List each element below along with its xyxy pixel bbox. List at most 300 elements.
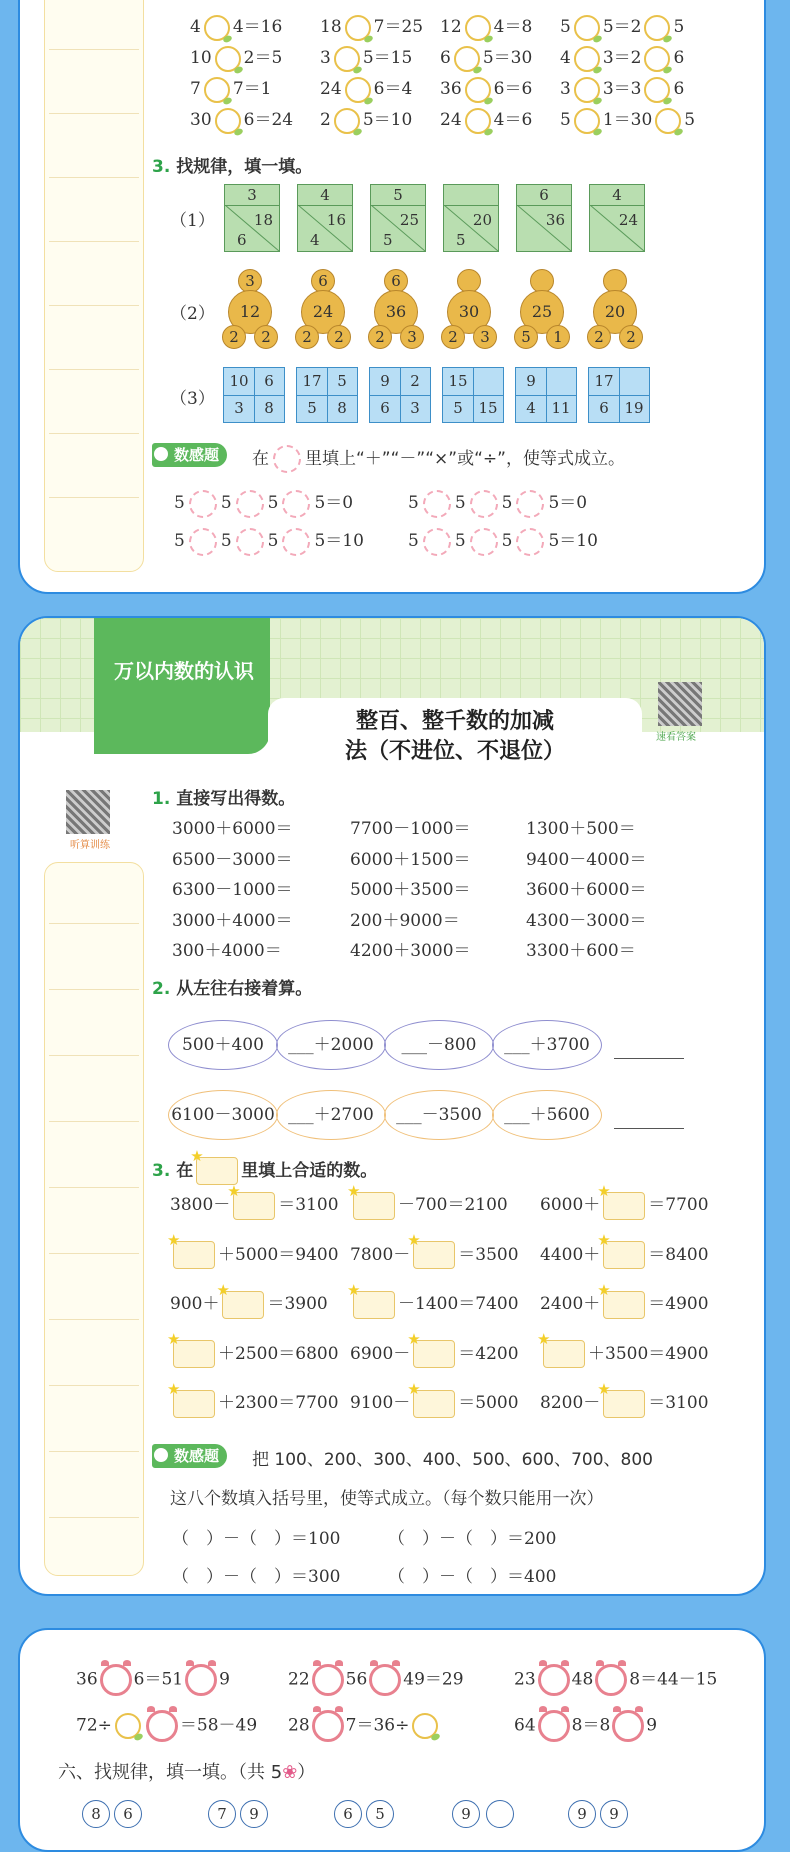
pattern-grid <box>588 367 650 423</box>
q1-expression: 4300－3000＝ <box>526 910 647 931</box>
equation <box>190 74 271 103</box>
equation-part: 9100－ <box>350 1393 411 1413</box>
square-right: 18 <box>253 211 273 229</box>
ball-mid: 24 <box>301 290 345 334</box>
alarm-clock-blank-icon[interactable] <box>312 1664 344 1696</box>
equation-part: ＝58－49 <box>179 1715 258 1736</box>
notes-margin <box>44 0 144 572</box>
grid-cell: 15 <box>478 399 498 417</box>
equation-part: ＝3900 <box>267 1294 328 1314</box>
equation <box>320 74 412 103</box>
fill-in-box[interactable] <box>173 1390 215 1418</box>
lily-pad-blank-icon[interactable] <box>574 46 600 72</box>
ball-mid: 36 <box>374 290 418 334</box>
q1-expression: 3000＋4000＝ <box>172 910 293 931</box>
q3-equation <box>350 1190 508 1220</box>
equation-part: 5 <box>220 493 232 513</box>
pattern-square <box>224 184 280 252</box>
shugan-equation <box>408 488 587 518</box>
shugan-equation <box>408 526 598 556</box>
equation-part: 23 <box>514 1669 536 1690</box>
paren-equation: （ ）－（ ）＝200 <box>388 1529 557 1549</box>
equation-part: 6＝4 <box>373 79 413 99</box>
ball-right: 2 <box>619 325 643 349</box>
grid-cell: 2 <box>410 372 420 390</box>
equation <box>560 105 695 134</box>
pattern-grid <box>223 367 285 423</box>
alarm-clock-blank-icon[interactable] <box>185 1664 217 1696</box>
q1-expression: 6500－3000＝ <box>172 849 293 870</box>
equation-part: ＝8400 <box>648 1244 709 1265</box>
fill-in-box[interactable] <box>603 1291 645 1319</box>
q3-equation <box>350 1388 519 1418</box>
fill-in-box[interactable] <box>173 1241 215 1269</box>
flower-icon: ❀ <box>282 1762 298 1783</box>
paren-equation: （ ）－（ ）＝400 <box>388 1567 557 1587</box>
ball-left: 2 <box>295 325 319 349</box>
card3-equation <box>76 1664 230 1696</box>
q3-equation <box>350 1289 519 1319</box>
equation-part: 49＝29 <box>403 1669 464 1690</box>
chain-step: 500＋400 <box>168 1020 278 1070</box>
ball-top: 6 <box>384 269 408 293</box>
chain-step: ___－800 <box>384 1020 494 1070</box>
grid-cell: 4 <box>526 399 536 417</box>
chain-step: ___＋2000 <box>276 1020 386 1070</box>
equation-part: ＋3500＝4900 <box>588 1343 709 1364</box>
card-3 <box>18 1628 766 1852</box>
lily-pad-blank-icon[interactable] <box>204 15 230 41</box>
pattern-square <box>443 184 499 252</box>
shugan-line1: 把 100、200、300、400、500、600、700、800 <box>252 1450 653 1470</box>
alarm-clock-blank-icon[interactable] <box>369 1664 401 1696</box>
q3-equation <box>350 1240 519 1270</box>
ball-left: 2 <box>368 325 392 349</box>
equation <box>320 43 412 72</box>
part-label-3: （3） <box>170 389 215 409</box>
square-top <box>444 185 498 206</box>
fill-in-box[interactable] <box>353 1192 395 1220</box>
alarm-clock-blank-icon[interactable] <box>612 1710 644 1742</box>
card-2 <box>18 616 766 1596</box>
fill-in-box[interactable] <box>222 1291 264 1319</box>
equation-part: 72÷ <box>76 1715 112 1736</box>
operator-blank-flower-icon[interactable] <box>282 528 310 556</box>
section-6-title: 六、找规律，填一填。（共 5❀） <box>58 1762 316 1783</box>
equation-part: 5＝0 <box>548 493 588 513</box>
square-left: 5 <box>383 231 393 249</box>
equation-part: 8＝44－15 <box>629 1669 718 1690</box>
equation-part: 7800－ <box>350 1244 411 1265</box>
lily-pad-blank-icon[interactable] <box>644 15 670 41</box>
alarm-clock-blank-icon[interactable] <box>312 1710 344 1742</box>
chain-step: ___＋3700 <box>492 1020 602 1070</box>
blank-flower-icon <box>273 445 301 473</box>
q1-expression: 6300－1000＝ <box>172 880 293 900</box>
equation <box>440 105 532 134</box>
chain-step: ___＋5600 <box>492 1090 602 1140</box>
chain-step: 6100－3000 <box>168 1090 278 1140</box>
equation-part: 5 <box>454 531 466 551</box>
operator-blank-flower-icon[interactable] <box>470 490 498 518</box>
chain-answer-line[interactable] <box>614 1058 684 1059</box>
square-left: 6 <box>237 231 247 249</box>
equation-part: 5 <box>673 17 685 37</box>
square-right: 24 <box>618 211 638 229</box>
fill-in-box[interactable] <box>353 1291 395 1319</box>
fill-in-box[interactable] <box>603 1241 645 1269</box>
equation-part: 3＝3 <box>602 79 642 99</box>
equation-part: 5 <box>174 493 185 513</box>
fill-in-box[interactable] <box>603 1390 645 1418</box>
square-right: 36 <box>545 211 565 229</box>
grid-cell: 9 <box>526 372 536 390</box>
grid-cell: 19 <box>624 399 644 417</box>
square-top: 3 <box>225 185 279 206</box>
equation-part: 5 <box>501 493 513 513</box>
equation-part: 5 <box>684 110 696 130</box>
equation-part: 4＝8 <box>493 17 533 37</box>
grid-cell <box>619 368 649 395</box>
equation <box>190 43 282 72</box>
lily-pad-blank-icon[interactable] <box>465 15 491 41</box>
equation-part: 7＝1 <box>232 79 272 99</box>
card3-equation <box>76 1710 257 1742</box>
ball-left: 2 <box>587 325 611 349</box>
equation-part: 6 <box>673 79 685 99</box>
q1-expression: 3300＋600＝ <box>526 941 636 961</box>
equation-part: 18 <box>320 17 342 37</box>
q3-title: 3. 在★ 里填上合适的数。 <box>152 1156 377 1185</box>
operator-blank-flower-icon[interactable] <box>423 490 451 518</box>
q3-equation <box>350 1339 519 1369</box>
equation <box>190 105 293 134</box>
equation-part: 9 <box>219 1669 230 1690</box>
equation-part: 2 <box>320 110 331 130</box>
ball-top: 3 <box>238 269 262 293</box>
part-label-2: （2） <box>170 304 215 324</box>
equation-part: 5＝15 <box>362 48 413 68</box>
equation-part: 9 <box>646 1715 658 1736</box>
equation-part: 12 <box>440 17 462 37</box>
square-right: 20 <box>472 211 492 229</box>
q3-equation <box>540 1240 709 1270</box>
pattern-circle: 9 <box>240 1800 268 1828</box>
practice-qr-code[interactable] <box>66 790 110 834</box>
operator-blank-flower-icon[interactable] <box>470 528 498 556</box>
q1-expression: 5000＋3500＝ <box>350 880 471 900</box>
grid-cell <box>473 368 503 395</box>
lily-pad-blank-icon[interactable] <box>215 108 241 134</box>
q1-title: 1. 直接写出得数。 <box>152 789 296 809</box>
ball-right: 1 <box>546 325 570 349</box>
equation-part: 36 <box>76 1669 98 1690</box>
equation-part: 7＝25 <box>373 17 424 37</box>
q2-title: 2. 从左往右接着算。 <box>152 979 313 999</box>
equation-part: 5＝10 <box>362 110 413 130</box>
q1-expression: 4200＋3000＝ <box>350 941 471 961</box>
equation-part: ＋2300＝7700 <box>218 1393 339 1413</box>
operator-blank-flower-icon[interactable] <box>236 490 264 518</box>
fill-in-box[interactable] <box>543 1340 585 1368</box>
equation-part: 4 <box>190 17 201 37</box>
grid-cell: 3 <box>234 399 244 417</box>
equation-part: 22 <box>288 1669 310 1690</box>
lily-pad-blank-icon[interactable] <box>215 46 241 72</box>
square-top: 4 <box>590 185 644 206</box>
grid-cell: 9 <box>380 372 390 390</box>
equation-part: 6000＋ <box>540 1195 601 1215</box>
shugan-equation <box>174 488 353 518</box>
card3-equation <box>288 1664 464 1696</box>
equation-part: 5 <box>560 110 571 130</box>
lily-pad-blank-icon[interactable] <box>345 77 371 103</box>
pattern-circle: 9 <box>568 1800 596 1828</box>
lily-pad-blank-icon[interactable] <box>655 108 681 134</box>
alarm-clock-blank-icon[interactable] <box>538 1664 570 1696</box>
equation <box>320 12 423 41</box>
q3-equation <box>170 1190 339 1220</box>
q3-equation <box>540 1190 709 1220</box>
equation-part: 10 <box>190 48 212 68</box>
lily-pad-blank-icon[interactable] <box>644 77 670 103</box>
pattern-circle <box>486 1800 514 1828</box>
equation-part: 5 <box>220 531 232 551</box>
answer-qr-code[interactable] <box>658 682 702 726</box>
lily-pad-blank-icon[interactable] <box>412 1713 438 1739</box>
operator-blank-flower-icon[interactable] <box>236 528 264 556</box>
question-3-title: 3. 找规律，填一填。 <box>152 157 313 177</box>
equation-part: 3 <box>320 48 331 68</box>
q3-equation <box>170 1388 339 1418</box>
chain-answer-line[interactable] <box>614 1128 684 1129</box>
equation-part: 900＋ <box>170 1294 220 1314</box>
equation-part: 48 <box>571 1669 594 1690</box>
equation-part: 56 <box>345 1669 368 1690</box>
q3-equation <box>540 1388 709 1418</box>
equation <box>560 43 684 72</box>
equation-part: 2400＋ <box>540 1294 601 1314</box>
pattern-grid <box>442 367 504 423</box>
equation <box>560 12 684 41</box>
equation-part: ＝3500 <box>458 1244 519 1265</box>
equation-part: 5＝0 <box>314 493 354 513</box>
alarm-clock-blank-icon[interactable] <box>538 1710 570 1742</box>
fill-in-box[interactable] <box>413 1340 455 1368</box>
operator-blank-flower-icon[interactable] <box>282 490 310 518</box>
equation <box>190 12 282 41</box>
equation-part: ＋2500＝6800 <box>218 1343 339 1364</box>
ball-mid: 12 <box>228 290 272 334</box>
grid-cell: 6 <box>380 399 390 417</box>
pattern-circle: 6 <box>334 1800 362 1828</box>
paren-equation: （ ）－（ ）＝100 <box>172 1529 341 1549</box>
pattern-grid <box>369 367 431 423</box>
pattern-circle: 7 <box>208 1800 236 1828</box>
grid-cell: 11 <box>551 399 571 417</box>
alarm-clock-blank-icon[interactable] <box>595 1664 627 1696</box>
pattern-square <box>516 184 572 252</box>
equation-part: 8200－ <box>540 1393 601 1413</box>
equation-part: 5 <box>267 493 279 513</box>
q1-expression: 3600＋6000＝ <box>526 880 647 900</box>
square-top: 4 <box>298 185 352 206</box>
lily-pad-blank-icon[interactable] <box>204 77 230 103</box>
q3-equation <box>170 1339 339 1369</box>
card3-equation <box>514 1664 717 1696</box>
ball-left: 2 <box>441 325 465 349</box>
equation-part: 36 <box>440 79 462 99</box>
grid-cell: 6 <box>264 372 274 390</box>
equation-part: 5 <box>174 531 185 551</box>
equation <box>320 105 412 134</box>
equation-part: 1＝30 <box>602 110 653 130</box>
ball-left: 2 <box>222 325 246 349</box>
grid-cell: 3 <box>410 399 420 417</box>
lily-pad-blank-icon[interactable] <box>574 15 600 41</box>
equation-part: ＝3100 <box>278 1195 339 1215</box>
practice-label: 听算训练 <box>70 840 110 851</box>
equation-part: 5＝2 <box>602 17 642 37</box>
lesson-title-line2: 法（不进位、不退位） <box>344 739 565 764</box>
shugan-badge: 数感题 <box>152 443 227 467</box>
answer-label: 速看答案 <box>656 732 696 743</box>
lily-pad-blank-icon[interactable] <box>334 46 360 72</box>
grid-cell: 8 <box>264 399 274 417</box>
ball-left: 5 <box>514 325 538 349</box>
equation-part: 6＝24 <box>243 110 294 130</box>
ball-top: 6 <box>311 269 335 293</box>
unit-title: 万以内数的认识 <box>114 659 254 683</box>
shugan-badge-2: 数感题 <box>152 1444 227 1468</box>
q1-expression: 300＋4000＝ <box>172 941 282 961</box>
equation-part: 24 <box>440 110 462 130</box>
ball-right: 2 <box>254 325 278 349</box>
equation-part: 5 <box>501 531 513 551</box>
equation-part: 4400＋ <box>540 1244 601 1265</box>
fill-in-box[interactable] <box>603 1192 645 1220</box>
square-top: 6 <box>517 185 571 206</box>
fill-in-box[interactable] <box>413 1241 455 1269</box>
fill-in-box[interactable] <box>173 1340 215 1368</box>
chain-step: ___－3500 <box>384 1090 494 1140</box>
card3-equation <box>514 1710 657 1742</box>
q3-equation <box>170 1240 339 1270</box>
pattern-square <box>589 184 645 252</box>
lesson-title-line1: 整百、整千数的加减 <box>355 709 554 734</box>
alarm-clock-blank-icon[interactable] <box>100 1664 132 1696</box>
equation-part: 5 <box>267 531 279 551</box>
pattern-circle: 5 <box>366 1800 394 1828</box>
lily-pad-blank-icon[interactable] <box>345 15 371 41</box>
equation-part: 30 <box>190 110 212 130</box>
operator-blank-flower-icon[interactable] <box>516 528 544 556</box>
equation-part: 64 <box>514 1715 536 1736</box>
fill-in-box[interactable] <box>413 1390 455 1418</box>
card3-equation <box>288 1710 441 1742</box>
chain-step: ___＋2700 <box>276 1090 386 1140</box>
grid-cell: 8 <box>337 399 347 417</box>
operator-blank-flower-icon[interactable] <box>189 528 217 556</box>
equation-part: 4＝6 <box>493 110 533 130</box>
lily-pad-blank-icon[interactable] <box>644 46 670 72</box>
equation-part: 6900－ <box>350 1343 411 1364</box>
q3-equation <box>170 1289 328 1319</box>
q1-expression: 9400－4000＝ <box>526 849 647 870</box>
square-right: 16 <box>326 211 346 229</box>
equation <box>440 74 532 103</box>
shugan-equation <box>174 526 364 556</box>
pattern-grid <box>515 367 577 423</box>
grid-cell: 17 <box>302 372 322 390</box>
lily-pad-blank-icon[interactable] <box>334 108 360 134</box>
equation-part: 3 <box>560 79 571 99</box>
pattern-grid <box>296 367 358 423</box>
equation-part: －700＝2100 <box>398 1195 508 1215</box>
grid-cell <box>546 368 576 395</box>
equation-part: 4 <box>560 48 571 68</box>
operator-blank-flower-icon[interactable] <box>516 490 544 518</box>
lily-pad-blank-icon[interactable] <box>574 108 600 134</box>
grid-cell: 5 <box>337 372 347 390</box>
equation-part: 5＝30 <box>482 48 533 68</box>
equation-part: 6＝51 <box>133 1669 184 1690</box>
q1-expression: 7700－1000＝ <box>350 819 471 839</box>
notes-margin-2 <box>44 862 144 1576</box>
lily-pad-blank-icon[interactable] <box>465 108 491 134</box>
equation-part: 3＝2 <box>602 48 642 68</box>
equation-part: 5＝10 <box>314 531 364 551</box>
lily-pad-blank-icon[interactable] <box>115 1713 141 1739</box>
pattern-circle: 6 <box>114 1800 142 1828</box>
equation-part: 3800－ <box>170 1195 231 1215</box>
equation-part: ＝7700 <box>648 1195 709 1215</box>
square-right: 25 <box>399 211 419 229</box>
equation-part: 7 <box>190 79 201 99</box>
lily-pad-blank-icon[interactable] <box>465 77 491 103</box>
alarm-clock-blank-icon[interactable] <box>146 1710 178 1742</box>
fill-in-box[interactable] <box>233 1192 275 1220</box>
square-left: 4 <box>310 231 320 249</box>
equation-part: 5 <box>454 493 466 513</box>
paren-equation: （ ）－（ ）＝300 <box>172 1567 341 1587</box>
lily-pad-blank-icon[interactable] <box>454 46 480 72</box>
part-label-1: （1） <box>170 211 215 231</box>
equation <box>560 74 684 103</box>
card-1 <box>18 0 766 594</box>
square-left: 5 <box>456 231 466 249</box>
equation <box>440 12 532 41</box>
q1-expression: 6000＋1500＝ <box>350 849 471 870</box>
ball-right: 2 <box>327 325 351 349</box>
equation-part: ＝3100 <box>648 1393 709 1413</box>
grid-cell: 6 <box>599 399 609 417</box>
equation <box>440 43 532 72</box>
lily-pad-blank-icon[interactable] <box>574 77 600 103</box>
ball-right: 3 <box>473 325 497 349</box>
q1-expression: 3000＋6000＝ <box>172 819 293 839</box>
pattern-circle: 9 <box>600 1800 628 1828</box>
equation-part: 24 <box>320 79 342 99</box>
grid-cell: 5 <box>307 399 317 417</box>
equation-part: ＝4900 <box>648 1294 709 1314</box>
square-top: 5 <box>371 185 425 206</box>
equation-part: ＝5000 <box>458 1393 519 1413</box>
operator-blank-flower-icon[interactable] <box>423 528 451 556</box>
operator-blank-flower-icon[interactable] <box>189 490 217 518</box>
q3-equation <box>540 1339 709 1369</box>
grid-cell: 17 <box>594 372 614 390</box>
